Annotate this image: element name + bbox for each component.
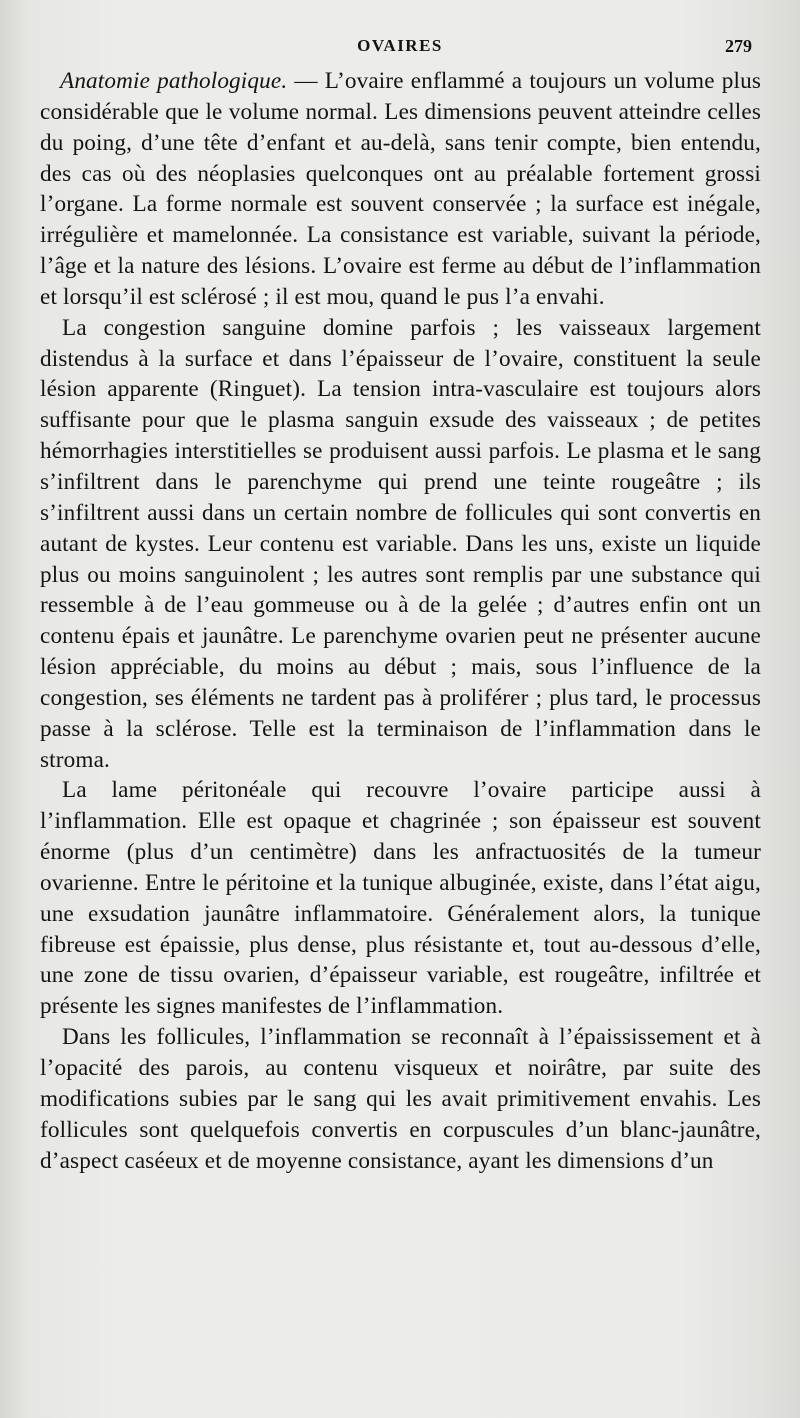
- paragraph-text: — L’ovaire enflammé a toujours un volume plus considérable que le volume normal. Les dimensions peuvent atteindre celles du poing, d’une tête d’enfant et au-delà, sans tenir compte, bien entendu, des cas où des néoplasies quelconques ont au préalable fortement grossi l’organe. La forme normale est souvent conservée ; la surface est inégale, irrégulière et mamelonnée. La consistance est variable, suivant la période, l’âge et la nature des lésions. L’ovaire est ferme au début de l’inflammation et lorsqu’il est sclérosé ; il est mou, quand le pus l’a envahi.: [40, 68, 761, 310]
- paragraph-text: Dans les follicules, l’inflammation se reconnaît à l’épaississement et à l’opacité des parois, au contenu visqueux et noirâtre, par suite des modifications subies par le sang qui les avait primitivement envahis. Les follicules sont quelquefois convertis en corpuscules d’un blanc-jaunâtre, d’aspect caséeux et de moyenne consistance, ayant les dimensions d’un: [40, 1024, 761, 1174]
- paragraph-congestion: [40, 313, 761, 776]
- running-title: OVAIRES: [357, 36, 443, 55]
- page-body: [40, 66, 761, 1176]
- page-number: 279: [725, 36, 752, 56]
- paragraph-lame-peritoneale: [40, 775, 761, 1022]
- page-header: [40, 34, 760, 58]
- paragraph-anatomie-pathologique: [40, 66, 761, 313]
- paragraph-text: La lame péritonéale qui recouvre l’ovaire participe aussi à l’inflammation. Elle est opaque et chagrinée ; son épaisseur est souvent énorme (plus d’un centimètre) dans les anfractuosités de la tumeur ovarienne. Entre le péritoine et la tunique albuginée, existe, dans l’état aigu, une exsudation jaunâtre inflammatoire. Généralement alors, la tunique fibreuse est épaissie, plus dense, plus résistante et, tout au-dessous d’elle, une zone de tissu ovarien, d’épaisseur variable, est rougeâtre, infiltrée et présente les signes manifestes de l’inflammation.: [40, 777, 761, 1020]
- section-lead-in: Anatomie pathologique.: [60, 68, 288, 94]
- paragraph-follicules: [40, 1022, 761, 1176]
- paragraph-text: La congestion sanguine domine parfois ; les vaisseaux largement distendus à la surface et dans l’épaisseur de l’ovaire, constituent la seule lésion apparente (Ringuet). La tension intra-vasculaire est toujours alors suffisante pour que le plasma sanguin exsude des vaisseaux ; de petites hémorrhagies interstitielles se produisent aussi parfois. Le plasma et le sang s’infiltrent dans le parenchyme qui prend une teinte rougeâtre ; ils s’infiltrent aussi dans un certain nombre de follicules qui sont convertis en autant de kystes. Leur contenu est variable. Dans les uns, existe un liquide plus ou moins sanguinolent ; les autres sont remplis par une substance qui ressemble à de l’eau gommeuse ou à de la gelée ; d’autres enfin ont un contenu épais et jaunâtre. Le parenchyme ovarien peut ne présenter aucune lésion appréciable, du moins au début ; mais, sous l’influence de la congestion, ses éléments ne tardent pas à proliférer ; plus tard, le processus passe à la sclérose. Telle est la terminaison de l’inflammation dans le stroma.: [40, 314, 761, 773]
